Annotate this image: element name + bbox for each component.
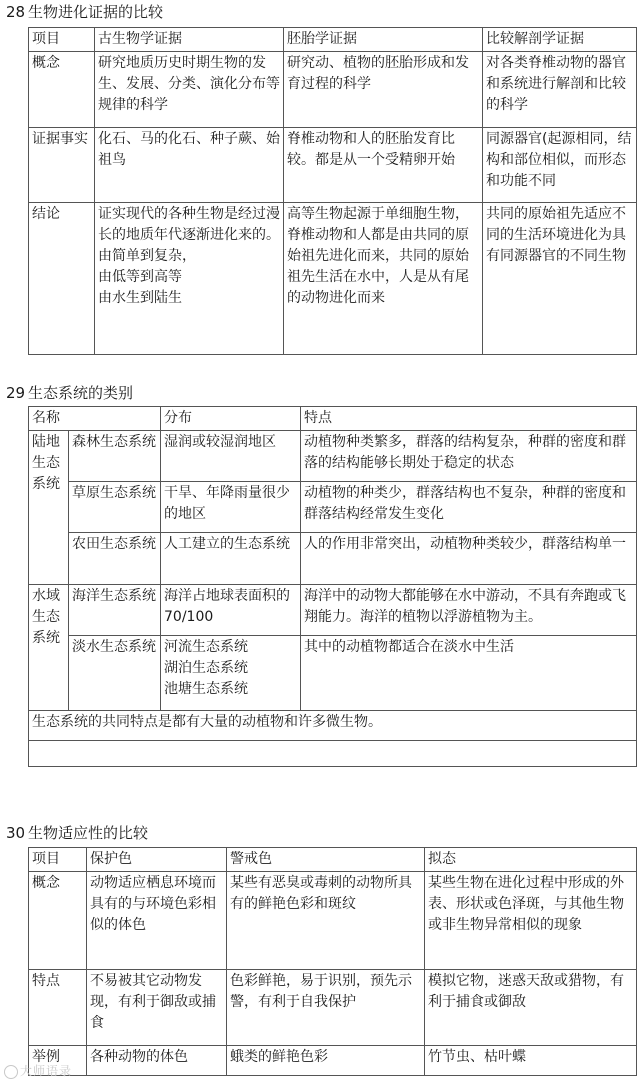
section-number: 30 [6, 824, 26, 842]
table-cell: 模拟它物，迷惑天敌或猎物，有利于捕食或御敌 [425, 970, 637, 1046]
adaptation-table [28, 847, 637, 1076]
table-cell: 某些有恶臭或毒刺的动物所具有的鲜艳色彩和斑纹 [227, 872, 425, 970]
ecosystem-distribution: 湿润或较湿润地区 [161, 431, 301, 482]
section-heading: 生物适应性的比较 [28, 824, 149, 842]
header-cell: 古生物学证据 [95, 28, 284, 52]
ecosystem-feature: 人的作用非常突出，动植物种类较少，群落结构单一 [301, 533, 637, 585]
table-cell: 动物适应栖息环境而具有的与环境色彩相似的体色 [87, 872, 227, 970]
cell-line: 由低等到高等 [98, 269, 182, 285]
table-cell: 对各类脊椎动物的器官和系统进行解剖和比较的科学 [483, 52, 637, 128]
table-cell: 各种动物的体色 [87, 1046, 227, 1076]
row-label: 证据事实 [29, 128, 95, 203]
table-cell: 不易被其它动物发现，有利于御敌或捕食 [87, 970, 227, 1046]
section-number: 29 [6, 384, 26, 402]
row-label: 结论 [29, 203, 95, 355]
ecosystem-table [28, 406, 637, 767]
table-cell: 竹节虫、枯叶蝶 [425, 1046, 637, 1076]
header-cell: 拟态 [425, 848, 637, 872]
header-cell: 分布 [161, 407, 301, 431]
watermark [4, 1062, 72, 1079]
section-number: 28 [6, 3, 26, 21]
header-cell: 胚胎学证据 [284, 28, 483, 52]
row-label: 举例 [29, 1046, 87, 1076]
ecosystem-feature: 动植物的种类少，群落结构也不复杂，种群的密度和群落结构经常发生变化 [301, 482, 637, 533]
cell-line: 池塘生态系统 [164, 681, 248, 697]
header-cell: 项目 [29, 848, 87, 872]
ecosystem-distribution: 干旱、年降雨量很少的地区 [161, 482, 301, 533]
row-label: 特点 [29, 970, 87, 1046]
header-cell: 名称 [29, 407, 161, 431]
table-cell: 共同的原始祖先适应不同的生活环境进化为具有同源器官的不同生物 [483, 203, 637, 355]
cell-line: 河流生态系统 [164, 639, 248, 655]
cell-line: 证实现代的各种生物是经过漫长的地质年代逐渐进化来的。由简单到复杂， [98, 206, 280, 264]
ecosystem-name: 海洋生态系统 [69, 585, 161, 636]
ecosystem-feature: 海洋中的动物大都能够在水中游动，不具有奔跑或飞翔能力。海洋的植物以浮游植物为主。 [301, 585, 637, 636]
ecosystem-name: 淡水生态系统 [69, 636, 161, 711]
row-label: 概念 [29, 872, 87, 970]
table-cell: 研究地质历史时期生物的发生、发展、分类、演化分布等规律的科学 [95, 52, 284, 128]
header-cell: 警戒色 [227, 848, 425, 872]
section-heading: 生态系统的类别 [28, 384, 134, 402]
section-28-title [6, 2, 163, 22]
table-cell [95, 203, 284, 355]
header-cell: 项目 [29, 28, 95, 52]
header-cell: 特点 [301, 407, 637, 431]
watermark-logo-icon [4, 1065, 18, 1079]
table-cell: 蛾类的鲜艳色彩 [227, 1046, 425, 1076]
watermark-text: 大师语录 [20, 1064, 73, 1078]
ecosystem-name: 森林生态系统 [69, 431, 161, 482]
ecosystem-distribution [161, 636, 301, 711]
table-cell: 同源器官(起源相同，结构和部位相似，而形态和功能不同 [483, 128, 637, 203]
land-ecosystem-label: 陆地生态系统 [29, 431, 69, 585]
ecosystem-name: 草原生态系统 [69, 482, 161, 533]
ecosystem-feature: 动植物种类繁多，群落的结构复杂，种群的密度和群落的结构能够长期处于稳定的状态 [301, 431, 637, 482]
table-cell: 高等生物起源于单细胞生物，脊椎动物和人都是由共同的原始祖先进化而来，共同的原始祖先生活在水中，人是从有尾的动物进化而来 [284, 203, 483, 355]
table-cell: 化石、马的化石、种子蕨、始祖鸟 [95, 128, 284, 203]
common-feature: 生态系统的共同特点是都有大量的动植物和许多微生物。 [29, 711, 637, 741]
section-heading: 生物进化证据的比较 [28, 3, 164, 21]
table-cell: 某些生物在进化过程中形成的外表、形状或色泽斑，与其他生物或非生物异常相似的现象 [425, 872, 637, 970]
cell-line: 湖泊生态系统 [164, 660, 248, 676]
ecosystem-distribution: 海洋占地球表面积的 70/100 [161, 585, 301, 636]
table-cell: 色彩鲜艳，易于识别，预先示警，有利于自我保护 [227, 970, 425, 1046]
water-ecosystem-label: 水域生态系统 [29, 585, 69, 711]
ecosystem-feature: 其中的动植物都适合在淡水中生活 [301, 636, 637, 711]
header-cell: 比较解剖学证据 [483, 28, 637, 52]
row-label: 概念 [29, 52, 95, 128]
ecosystem-name: 农田生态系统 [69, 533, 161, 585]
ecosystem-distribution: 人工建立的生态系统 [161, 533, 301, 585]
table-cell: 脊椎动物和人的胚胎发育比较。都是从一个受精卵开始 [284, 128, 483, 203]
empty-row [29, 741, 637, 767]
header-cell: 保护色 [87, 848, 227, 872]
cell-line: 由水生到陆生 [98, 290, 182, 306]
section-30-title [6, 823, 148, 843]
table-cell: 研究动、植物的胚胎形成和发育过程的科学 [284, 52, 483, 128]
section-29-title [6, 383, 133, 403]
evolution-evidence-table [28, 27, 637, 355]
